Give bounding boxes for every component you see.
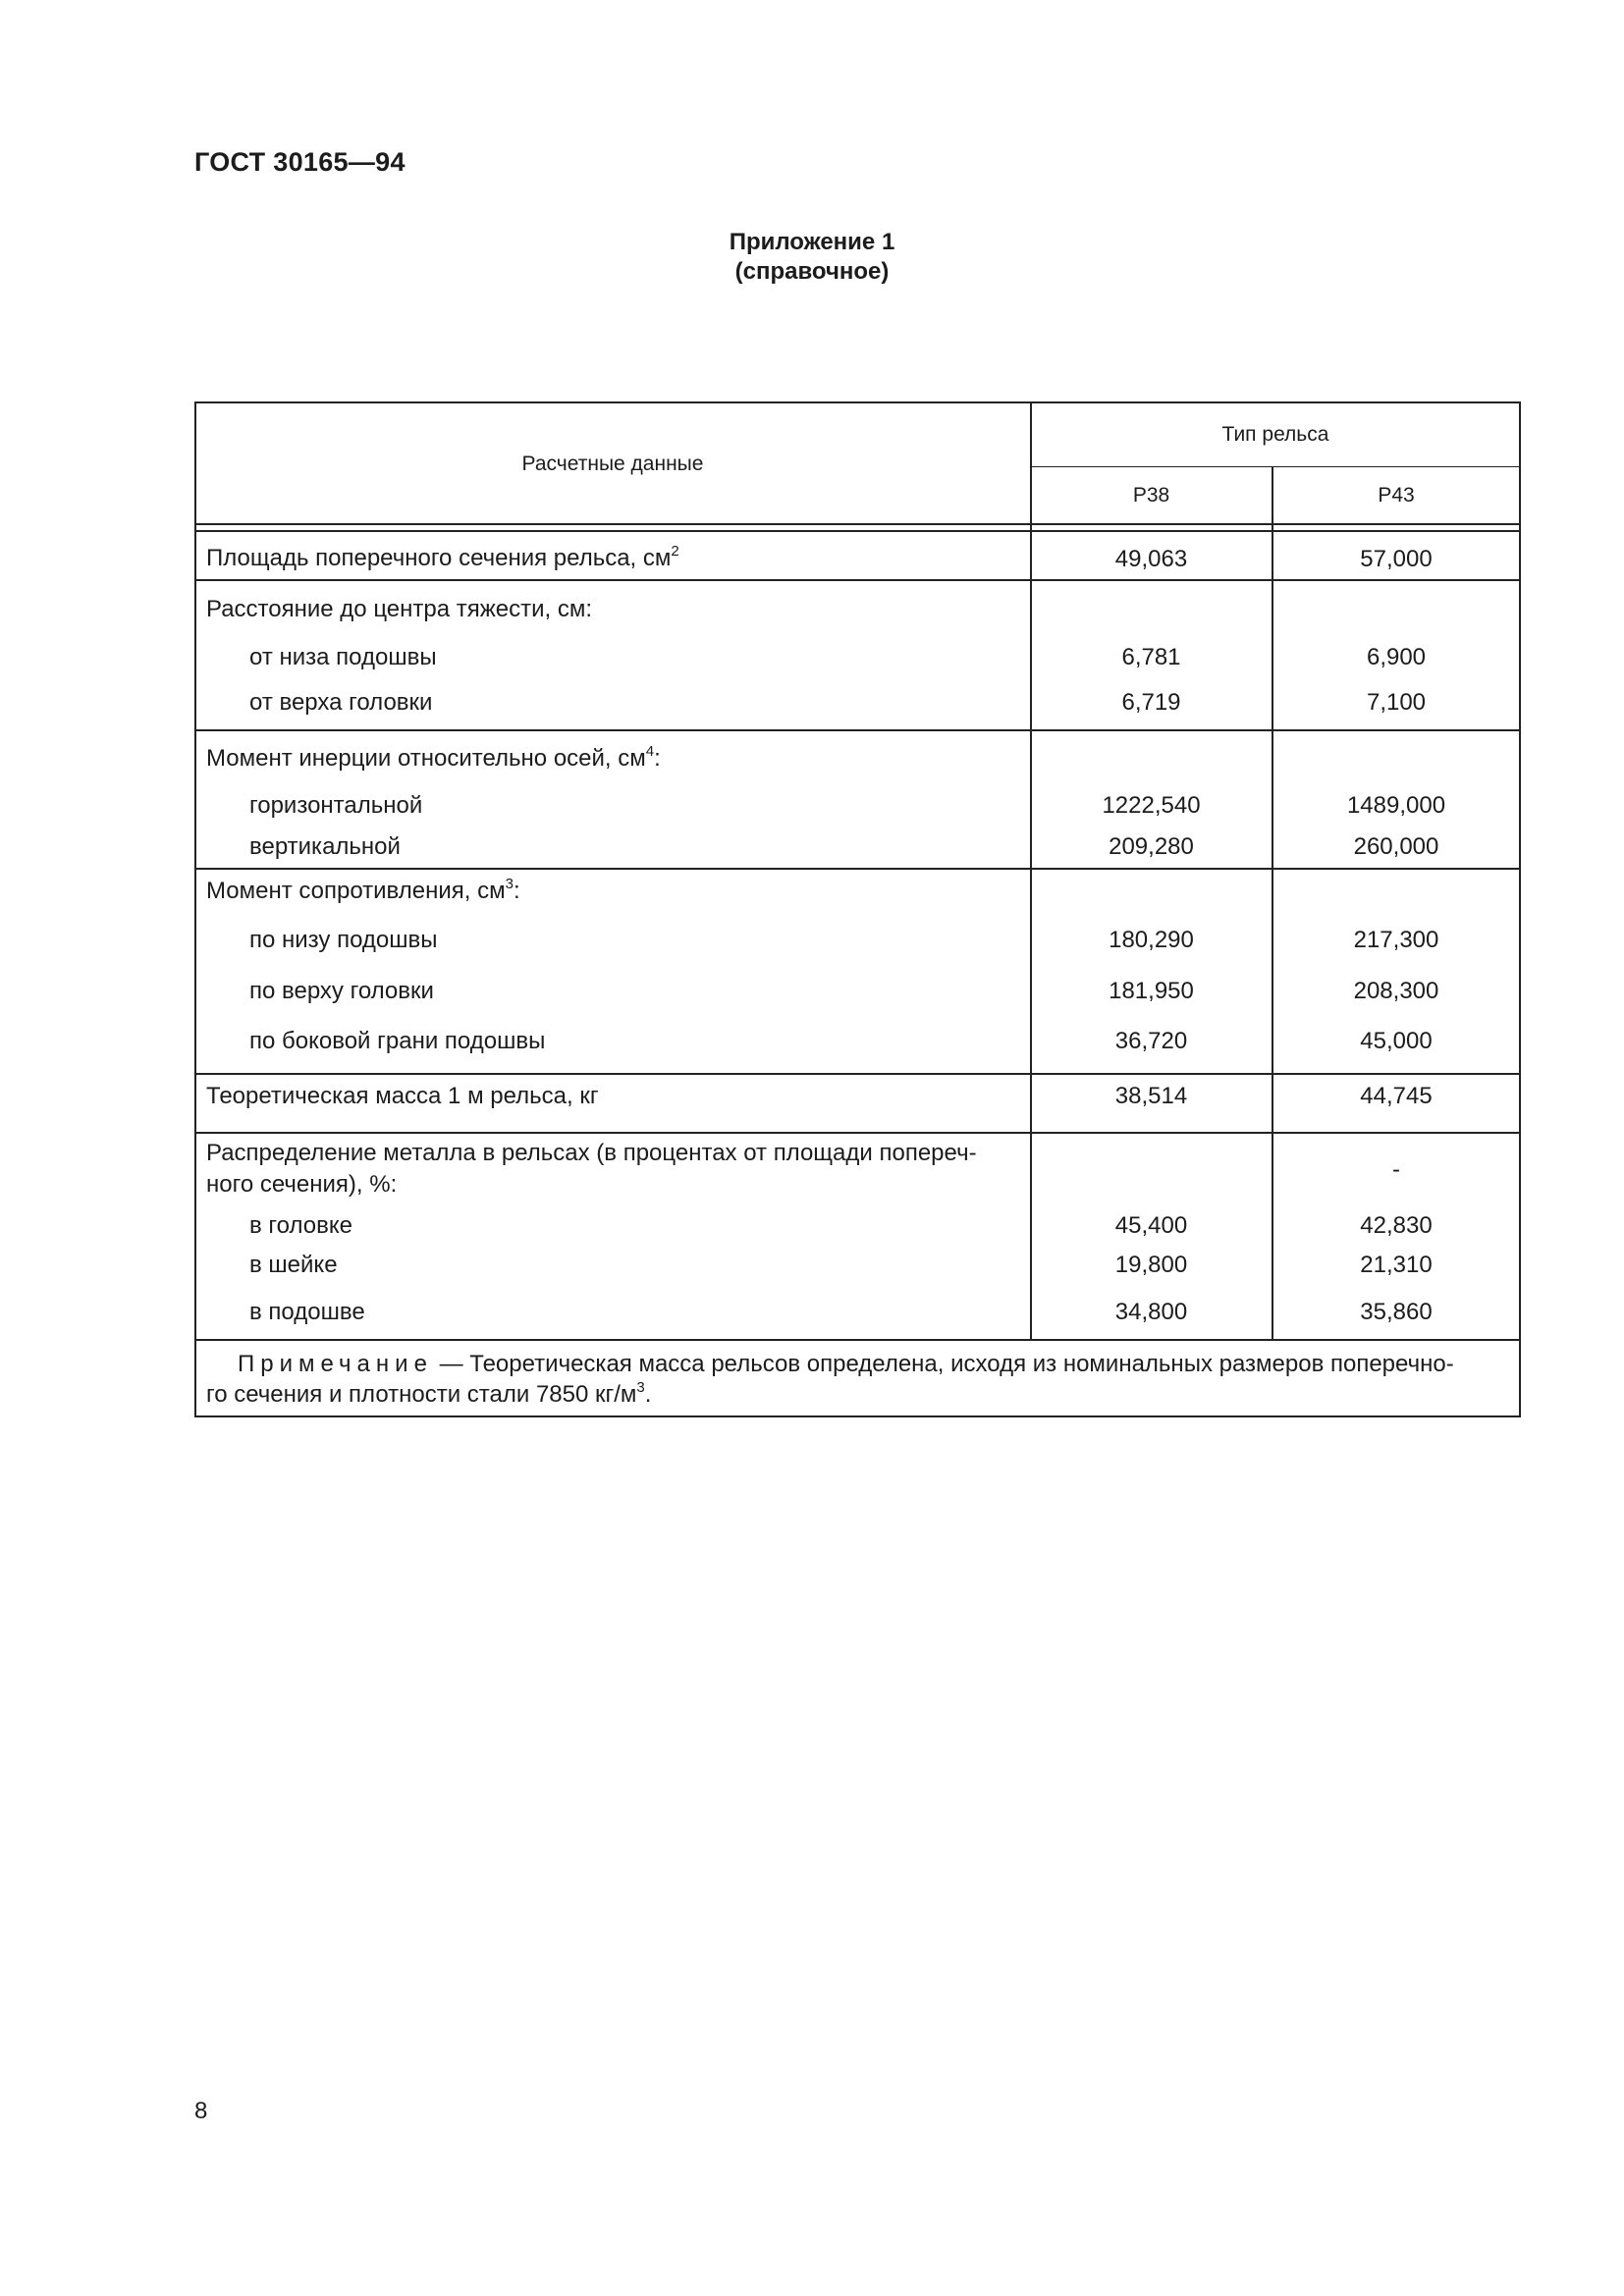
row-modulus-top-label: по верху головки — [249, 978, 434, 1004]
row-centroid-top-r38: 6,719 — [1121, 689, 1181, 716]
row-modulus-top-r38: 181,950 — [1109, 978, 1194, 1004]
row-distribution-foot-r38: 34,800 — [1114, 1299, 1188, 1325]
appendix-title: Приложение 1 — [729, 229, 895, 255]
row-modulus-bottom-r43: 217,300 — [1353, 927, 1439, 953]
row-mass-label: Теоретическая масса 1 м рельса, кг — [206, 1083, 599, 1109]
table-note-cont: го сечения и плотности стали 7850 $кг/м^3$. — [206, 1379, 652, 1408]
table-divider — [195, 1132, 1520, 1134]
row-distribution-label-cont: ного сечения), %: — [206, 1171, 398, 1198]
header-col-r38: Р38 — [1132, 484, 1170, 507]
table-divider — [195, 579, 1520, 581]
row-mass-r43: 44,745 — [1360, 1083, 1433, 1109]
table-divider — [1030, 401, 1032, 1340]
header-params: Расчетные данные — [521, 453, 704, 475]
row-distribution-web-r38: 19,800 — [1114, 1252, 1188, 1278]
row-distribution-web-r43: 21,310 — [1360, 1252, 1433, 1278]
table-divider — [195, 523, 1520, 525]
row-inertia-vertical-r43: 260,000 — [1353, 833, 1439, 860]
row-modulus-top-r43: 208,300 — [1353, 978, 1439, 1004]
row-modulus-side-r38: 36,720 — [1114, 1028, 1188, 1054]
row-area-r43: 57,000 — [1360, 546, 1433, 572]
table-divider — [195, 1339, 1520, 1341]
header-col-r43: Р43 — [1378, 484, 1415, 507]
row-mass-r38: 38,514 — [1114, 1083, 1188, 1109]
note-label: Примечание — [238, 1351, 433, 1377]
table-divider — [195, 868, 1520, 870]
row-centroid-bottom-label: от низа подошвы — [249, 644, 437, 670]
document-id: ГОСТ 30165—94 — [194, 147, 406, 177]
row-centroid-top-r43: 7,100 — [1366, 689, 1427, 716]
row-area-r38: 49,063 — [1114, 546, 1188, 572]
row-distribution-head-label: в головке — [249, 1212, 352, 1239]
row-modulus-side-label: по боковой грани подошвы — [249, 1028, 546, 1054]
row-inertia-label: Момент инерции относительно осей, $см^4$: — [206, 743, 661, 772]
page-number: 8 — [194, 2098, 208, 2124]
table-divider — [1272, 466, 1273, 1340]
table-note: Примечание — Теоретическая масса рельсов определена, исходя из номинальных размеров поперечно- — [238, 1351, 1454, 1377]
row-distribution-head-r38: 45,400 — [1114, 1212, 1188, 1239]
row-distribution-web-label: в шейке — [249, 1252, 338, 1278]
row-centroid-bottom-r38: 6,781 — [1121, 644, 1181, 670]
table-divider — [195, 1073, 1520, 1075]
row-centroid-bottom-r43: 6,900 — [1366, 644, 1427, 670]
row-distribution-r43-dash: - — [1392, 1156, 1400, 1183]
row-centroid-label: Расстояние до центра тяжести, см: — [206, 596, 593, 622]
row-distribution-label: Распределение металла в рельсах (в процентах от площади попереч- — [206, 1140, 977, 1166]
table-divider — [195, 530, 1520, 532]
row-centroid-top-label: от верха головки — [249, 689, 433, 716]
row-distribution-foot-label: в подошве — [249, 1299, 365, 1325]
header-rail-type: Тип рельса — [1221, 423, 1329, 446]
row-inertia-vertical-label: вертикальной — [249, 833, 401, 860]
table-divider — [1031, 466, 1520, 467]
row-modulus-label: Момент сопротивления, $см^3$: — [206, 876, 520, 904]
row-distribution-head-r43: 42,830 — [1360, 1212, 1433, 1239]
appendix-subtitle: (справочное) — [734, 258, 890, 285]
row-modulus-bottom-label: по низу подошвы — [249, 927, 438, 953]
row-distribution-foot-r43: 35,860 — [1360, 1299, 1433, 1325]
row-inertia-horizontal-r43: 1489,000 — [1346, 792, 1446, 819]
row-inertia-vertical-r38: 209,280 — [1109, 833, 1194, 860]
table-divider — [195, 729, 1520, 731]
appendix-heading — [0, 228, 1624, 287]
row-inertia-horizontal-r38: 1222,540 — [1102, 792, 1201, 819]
row-modulus-side-r43: 45,000 — [1360, 1028, 1433, 1054]
row-modulus-bottom-r38: 180,290 — [1109, 927, 1194, 953]
row-inertia-horizontal-label: горизонтальной — [249, 792, 423, 819]
row-area-label: Площадь поперечного сечения рельса, $см^2$ — [206, 543, 679, 571]
